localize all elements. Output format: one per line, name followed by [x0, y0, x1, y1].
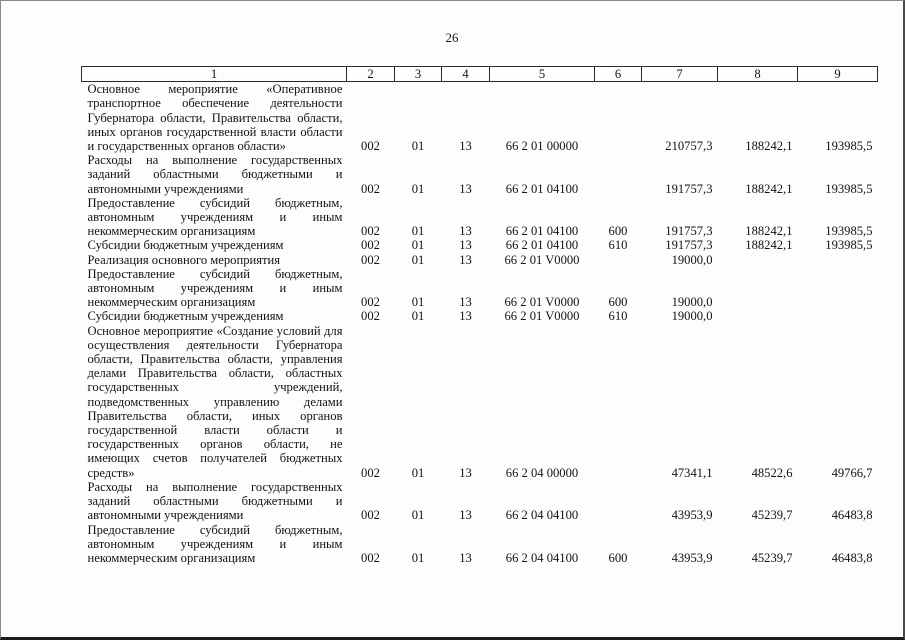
table-row	[82, 523, 878, 566]
table-cell: Основное мероприятие «Оперативное транспортное обеспечение деятельности Губернатора области, Правительства области, иных органов государственной власти области и государственных органов области»	[87, 82, 343, 154]
table-cell: 46483,8	[831, 550, 873, 565]
column-header: 4	[442, 67, 490, 82]
table-cell: 01	[411, 238, 425, 253]
table-cell: 13	[459, 465, 472, 480]
table-cell	[798, 253, 878, 267]
table-cell: 193985,5	[825, 181, 873, 196]
table-cell: 13	[459, 309, 472, 324]
table-cell: Реализация основного мероприятия	[87, 252, 281, 267]
table-cell: 66 2 01 00000	[505, 139, 579, 154]
table-row	[82, 153, 878, 196]
table-cell: Расходы на выполнение государственных заданий областными бюджетными и автономными учреждениями	[87, 153, 343, 196]
table-cell: 600	[608, 295, 628, 310]
page-number: 26	[445, 30, 459, 45]
table-body	[82, 82, 878, 565]
table-header-row	[82, 67, 878, 82]
table-cell: 193985,5	[825, 139, 873, 154]
table-cell: 01	[411, 139, 425, 154]
table-cell: 66 2 01 04100	[505, 181, 579, 196]
table-cell: 48522,6	[751, 465, 793, 480]
table-cell: 002	[361, 181, 380, 196]
table-cell: 610	[608, 238, 628, 253]
table-cell: 002	[361, 508, 380, 523]
table-row	[82, 238, 878, 252]
table-cell: 01	[411, 550, 425, 565]
column-header: 9	[798, 67, 878, 82]
table-row	[82, 309, 878, 323]
table-cell: 43953,9	[671, 550, 713, 565]
table-cell: 43953,9	[671, 508, 713, 523]
table-cell: 13	[459, 550, 472, 565]
table-cell: Основное мероприятие «Создание условий для осуществления деятельности Губернатора области, Правительства области, управления делами Правительства области, областных государственных учреждений, подведомственных управлению делами Правительства области, иных органов государственной власти области и государственных органов области, не имеющих счетов получателей бюджетных средств»	[87, 323, 343, 480]
table-cell	[798, 267, 878, 310]
table-cell: 191757,3	[665, 238, 713, 253]
table-cell: 13	[459, 139, 472, 154]
column-header: 2	[347, 67, 395, 82]
table-cell: 191757,3	[665, 224, 713, 239]
table-cell	[595, 253, 642, 267]
column-header: 7	[642, 67, 718, 82]
table-cell: 49766,7	[831, 465, 873, 480]
table-cell: 45239,7	[751, 508, 793, 523]
table-cell	[595, 153, 642, 196]
table-cell	[718, 267, 798, 310]
table-cell: 01	[411, 295, 425, 310]
table-cell: 66 2 04 00000	[505, 465, 579, 480]
table-cell: 66 2 01 04100	[505, 238, 579, 253]
table-cell: 188242,1	[745, 224, 793, 239]
table-cell: 46483,8	[831, 508, 873, 523]
table-row	[82, 196, 878, 239]
table-cell: 01	[411, 465, 425, 480]
table-cell	[595, 480, 642, 523]
table-cell: Предоставление субсидий бюджетным, автономным учреждениям и иным некоммерческим организациям	[87, 522, 343, 565]
table-row	[82, 480, 878, 523]
table-cell: 66 2 01 V0000	[504, 252, 580, 267]
table-cell: 01	[411, 224, 425, 239]
table-cell: 188242,1	[745, 238, 793, 253]
table-cell: 13	[459, 181, 472, 196]
table-cell: Субсидии бюджетным учреждениям	[87, 309, 284, 324]
table-cell: 66 2 01 04100	[505, 224, 579, 239]
table-cell: 193985,5	[825, 224, 873, 239]
table-cell: 13	[459, 238, 472, 253]
table-cell: 002	[361, 295, 380, 310]
table-cell: 19000,0	[671, 295, 713, 310]
table-cell: 610	[608, 309, 628, 324]
table-row	[82, 253, 878, 267]
table-cell: 19000,0	[671, 309, 713, 324]
table-cell: 002	[361, 238, 380, 253]
column-header: 5	[490, 67, 595, 82]
column-header: 6	[595, 67, 642, 82]
table-cell: 002	[361, 309, 380, 324]
table-cell: 002	[361, 252, 380, 267]
table-cell: 13	[459, 508, 472, 523]
table-cell: 66 2 01 V0000	[504, 295, 580, 310]
table-cell: 188242,1	[745, 139, 793, 154]
column-header: 3	[395, 67, 442, 82]
table-cell: 66 2 01 V0000	[504, 309, 580, 324]
column-header: 1	[82, 67, 347, 82]
table-cell: Предоставление субсидий бюджетным, автономным учреждениям и иным некоммерческим организациям	[87, 195, 343, 239]
table-cell	[798, 309, 878, 323]
table-cell: 188242,1	[745, 181, 793, 196]
table-cell: 210757,3	[665, 139, 713, 154]
table-cell: 01	[411, 309, 425, 324]
column-header: 8	[718, 67, 798, 82]
table-cell: 47341,1	[671, 465, 713, 480]
table-cell: Субсидии бюджетным учреждениям	[87, 238, 284, 253]
table-cell: 01	[411, 181, 425, 196]
table-cell: 45239,7	[751, 550, 793, 565]
table-cell: 002	[361, 550, 380, 565]
table-cell: 193985,5	[825, 238, 873, 253]
table-cell: 002	[361, 139, 380, 154]
table-row	[82, 324, 878, 480]
table-cell	[718, 253, 798, 267]
table-cell: 01	[411, 508, 425, 523]
table-cell	[718, 309, 798, 323]
table-cell: 600	[608, 550, 628, 565]
table-cell: 66 2 04 04100	[505, 508, 579, 523]
table-cell: 191757,3	[665, 181, 713, 196]
table-cell: 002	[361, 465, 380, 480]
table-cell: 01	[411, 252, 425, 267]
table-cell: Расходы на выполнение государственных заданий областными бюджетными и автономными учреждениями	[87, 479, 343, 523]
table-cell: 66 2 04 04100	[505, 550, 579, 565]
table-row	[82, 82, 878, 154]
table-cell: 13	[459, 224, 472, 239]
table-cell: 002	[361, 224, 380, 239]
table-cell: Предоставление субсидий бюджетным, автономным учреждениям и иным некоммерческим организациям	[87, 266, 343, 310]
table-row	[82, 267, 878, 310]
table-cell: 19000,0	[671, 252, 713, 267]
table-cell: 600	[608, 224, 628, 239]
table-cell	[595, 324, 642, 480]
table-cell: 13	[459, 252, 472, 267]
table-cell	[595, 82, 642, 154]
table-cell: 13	[459, 295, 472, 310]
budget-table	[81, 66, 878, 565]
